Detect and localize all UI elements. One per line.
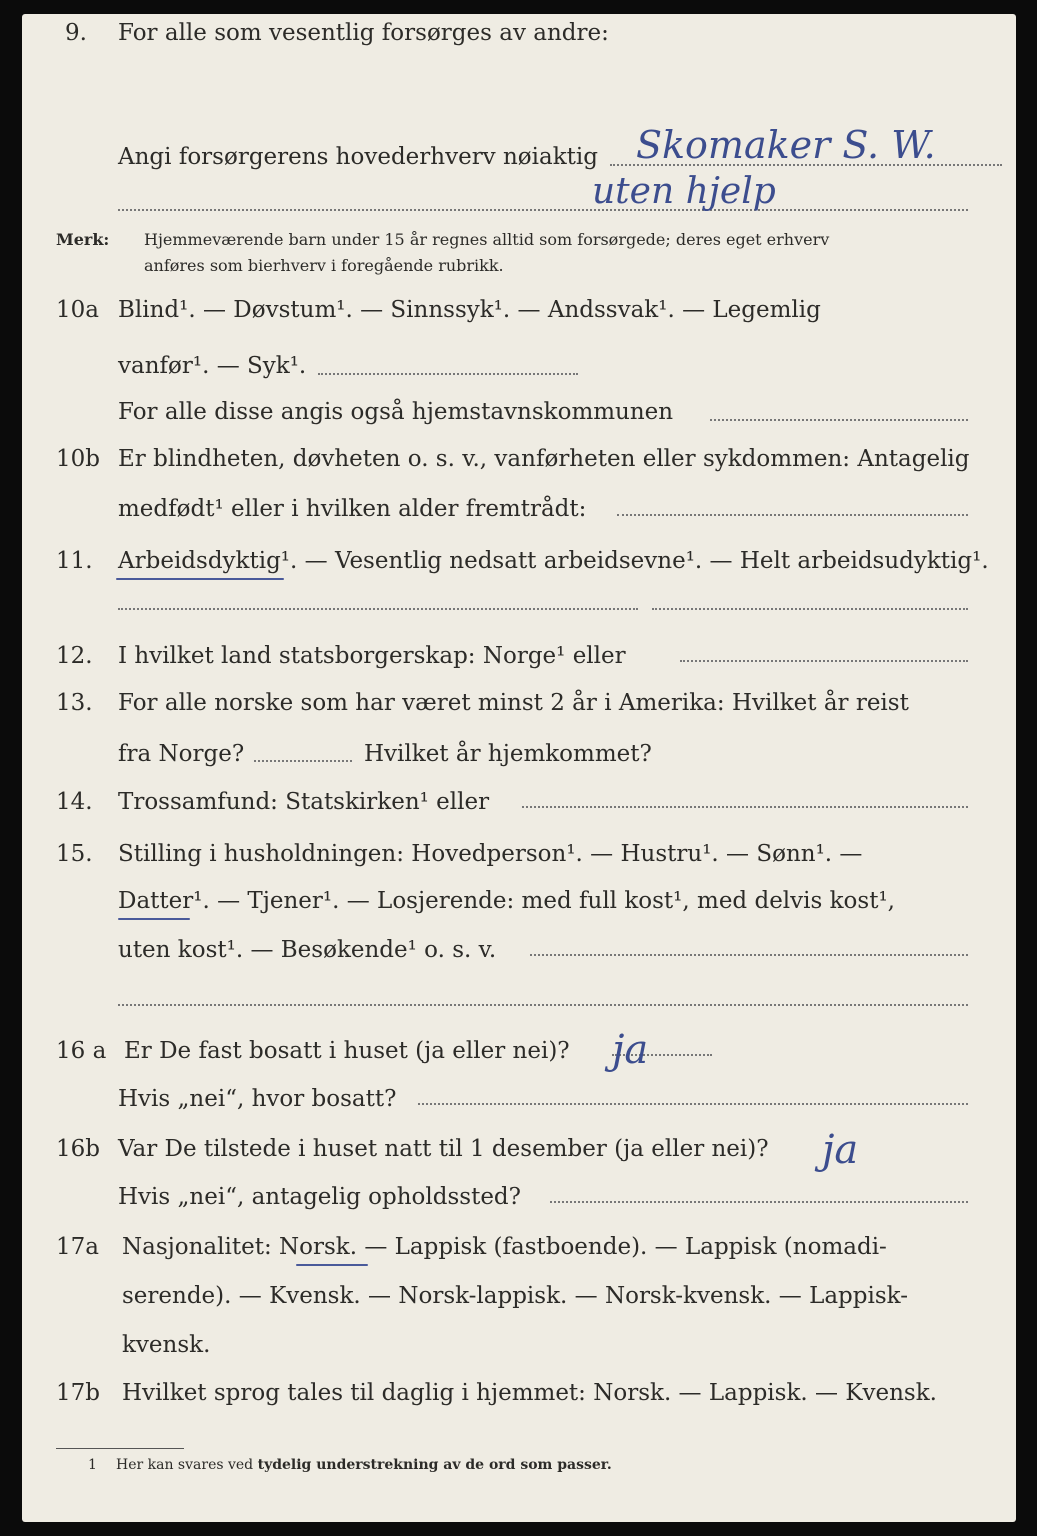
q15-number: 15. (56, 841, 93, 867)
footnote-rule (56, 1448, 184, 1449)
merk-line1: Hjemmeværende barn under 15 år regnes alltid som forsørgede; deres eget erhverv (144, 230, 830, 249)
footnote-mark: 1 (88, 1457, 97, 1473)
q16b-line2: Hvis „nei“, antagelig opholdssted? (118, 1184, 521, 1210)
q9-number: 9. (65, 20, 87, 46)
q9-line1: For alle som vesentlig forsørges av andre: (118, 20, 609, 46)
q16a-line2: Hvis „nei“, hvor bosatt? (118, 1086, 397, 1112)
q17a-line1: Nasjonalitet: Norsk. — Lappisk (fastboende). — Lappisk (nomadi- (122, 1234, 887, 1260)
footnote-text-plain: Her kan svares ved (116, 1457, 254, 1473)
q11-extra-line-a (118, 608, 638, 610)
q16b-line1: Var De tilstede i huset natt til 1 desember (ja eller nei)? (118, 1136, 769, 1162)
q11-extra-line-b (652, 608, 968, 610)
q15-extra-line (118, 1004, 968, 1006)
q10b-number: 10b (56, 446, 100, 472)
q12-line1: I hvilket land statsborgerskap: Norge¹ eller (118, 643, 626, 669)
q16a-number: 16 a (56, 1038, 107, 1064)
q16b-answer: ja (822, 1127, 859, 1173)
footnote-text (116, 1458, 612, 1472)
q16b-location-answer (550, 1201, 968, 1203)
q10a-line3-answer (710, 419, 968, 421)
q11-selection-underline (116, 578, 284, 580)
q15-selection-underline (118, 918, 190, 920)
footnote-text-bold: tydelig understrekning av de ord som passer. (257, 1457, 612, 1473)
q16a-answer: ja (612, 1027, 649, 1073)
q13-departure-year (254, 760, 352, 762)
q13-line2a: fra Norge? (118, 741, 245, 767)
q12-answer (680, 660, 968, 662)
q11-line1: Arbeidsdyktig¹. — Vesentlig nedsatt arbeidsevne¹. — Helt arbeidsudyktig¹. (118, 548, 989, 574)
q10b-answer (617, 514, 968, 516)
q9-line2: Angi forsørgerens hovederhverv nøiaktig (118, 144, 598, 170)
q17a-selection-underline (296, 1264, 368, 1266)
census-form-page (22, 14, 1016, 1522)
q14-line1: Trossamfund: Statskirken¹ eller (118, 789, 490, 815)
q13-number: 13. (56, 690, 93, 716)
q15-line2: Datter¹. — Tjener¹. — Losjerende: med full kost¹, med delvis kost¹, (118, 888, 895, 914)
q9-answer-occupation: Skomaker S. W. (636, 123, 936, 167)
q10a-number: 10a (56, 297, 99, 323)
q15-answer (530, 954, 968, 956)
q17b-line1: Hvilket sprog tales til daglig i hjemmet: Norsk. — Lappisk. — Kvensk. (122, 1380, 937, 1406)
q15-line3: uten kost¹. — Besøkende¹ o. s. v. (118, 937, 497, 963)
q10b-line1: Er blindheten, døvheten o. s. v., vanførheten eller sykdommen: Antagelig (118, 446, 970, 472)
q15-line1: Stilling i husholdningen: Hovedperson¹. — Hustru¹. — Sønn¹. — (118, 841, 863, 867)
q17a-line2: serende). — Kvensk. — Norsk-lappisk. — Norsk-kvensk. — Lappisk- (122, 1283, 908, 1309)
q13-line2b: Hvilket år hjemkommet? (364, 741, 652, 767)
q14-answer (522, 806, 968, 808)
q9-answer-qualifier: uten hjelp (592, 171, 776, 212)
q9-answer-line2 (118, 209, 968, 211)
q10a-line2: vanfør¹. — Syk¹. (118, 353, 307, 379)
q16a-residence-answer (418, 1103, 968, 1105)
merk-label: Merk: (56, 230, 110, 249)
q16b-number: 16b (56, 1136, 100, 1162)
merk-line2: anføres som bierhverv i foregående rubrikk. (144, 256, 504, 275)
q10a-line1: Blind¹. — Døvstum¹. — Sinnssyk¹. — Andssvak¹. — Legemlig (118, 297, 821, 323)
q14-number: 14. (56, 789, 93, 815)
q10a-line3: For alle disse angis også hjemstavnskommunen (118, 399, 674, 425)
q17a-line3: kvensk. (122, 1332, 211, 1358)
q11-number: 11. (56, 548, 93, 574)
q13-line1: For alle norske som har været minst 2 år i Amerika: Hvilket år reist (118, 690, 909, 716)
q10b-line2: medfødt¹ eller i hvilken alder fremtrådt: (118, 496, 587, 522)
q12-number: 12. (56, 643, 93, 669)
q17a-number: 17a (56, 1234, 99, 1260)
q17b-number: 17b (56, 1380, 100, 1406)
q16a-line1: Er De fast bosatt i huset (ja eller nei)? (124, 1038, 570, 1064)
q10a-line2-answer (318, 373, 578, 375)
